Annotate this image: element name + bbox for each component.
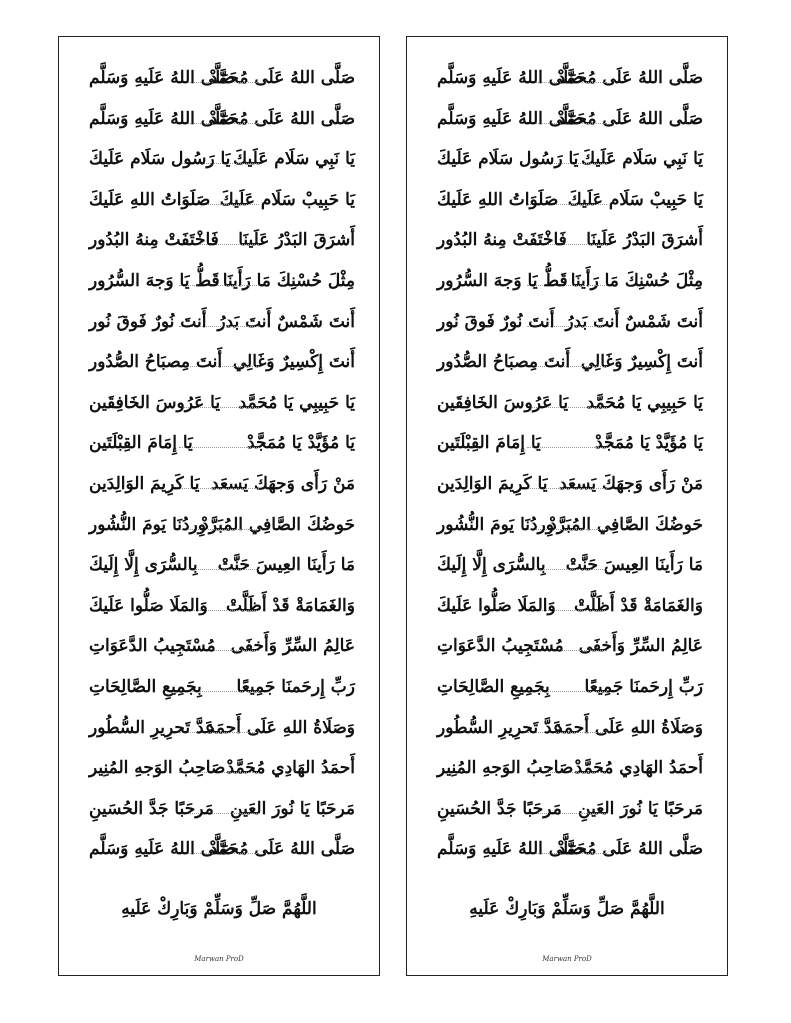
verse-line bbox=[407, 146, 727, 187]
verse-line bbox=[407, 268, 727, 309]
verse-second-half: مُسْتَجِيبُ الدَّعَوَاتِ bbox=[437, 636, 564, 657]
verse-second-half: يَا كَرِيمَ الوَالِدَين bbox=[437, 473, 548, 494]
verse-second-half: وِردُنَا يَومَ النُّشُور bbox=[89, 514, 206, 535]
verse-first-half: رَبِّ إِرحَمنَا جَمِيعًا bbox=[584, 676, 703, 697]
verse-line bbox=[59, 674, 379, 715]
verse-first-half: صَلَّى اللهُ عَلَى مُحَمَّدْ bbox=[557, 108, 703, 129]
verse-second-half: بِالسُّرَى إِلَّا إِلَيكَ bbox=[437, 555, 546, 576]
verse-second-half: صَلَّى اللهُ عَلَيهِ وَسَلَّم bbox=[437, 839, 584, 860]
verse-line bbox=[59, 471, 379, 512]
verse-second-half: يَا رَسُول سَلَام عَلَيكَ bbox=[89, 149, 231, 170]
verse-first-half: صَلَّى اللهُ عَلَى مُحَمَّدْ bbox=[209, 68, 355, 88]
verse-first-half: يَا حَبِيبْ سَلَام عَلَيكَ bbox=[567, 189, 703, 210]
verse-second-half: أَنتَ مِصبَاحُ الصُّدُور bbox=[437, 352, 571, 373]
verse-line bbox=[59, 796, 379, 837]
verse-first-half: أَنتَ إِكْسِيرٌ وَغَالِي bbox=[232, 352, 355, 373]
verse-second-half: قَطُّ يَا وَجهَ السُّرُور bbox=[437, 270, 568, 291]
verse-line bbox=[59, 430, 379, 471]
verse-first-half: رَبِّ إِرحَمنَا جَمِيعًا bbox=[236, 676, 355, 697]
verse-line bbox=[59, 512, 379, 553]
verse-line bbox=[407, 512, 727, 553]
verse-first-half: صَلَّى اللهُ عَلَى مُحَمَّدْ bbox=[209, 839, 355, 860]
verse-line bbox=[59, 349, 379, 390]
verse-line bbox=[59, 187, 379, 228]
signature: Marwan ProD bbox=[542, 955, 592, 963]
verse-first-half: أَشرَقَ البَدْرُ عَلَينَا bbox=[586, 230, 703, 251]
verse-line bbox=[59, 390, 379, 431]
verse-second-half: يَا كَرِيمَ الوَالِدَين bbox=[89, 473, 200, 494]
verse-second-half: قَطُّ يَا وَجهَ السُّرُور bbox=[89, 270, 220, 291]
verse-first-half: يَا حَبِيبِي يَا مُحَمَّد bbox=[238, 392, 355, 413]
verse-second-half: أَنتَ مِصبَاحُ الصُّدُور bbox=[89, 352, 223, 373]
verse-line bbox=[59, 552, 379, 593]
verse-second-half: يَا رَسُول سَلَام عَلَيكَ bbox=[437, 149, 579, 170]
verse-second-half: مَرحَبًا جَدَّ الحُسَينِ bbox=[437, 798, 562, 819]
verse-first-half: مَنْ رَأَى وَجهَكَ يَسعَد bbox=[559, 473, 703, 494]
verse-second-half: صَلَّى اللهُ عَلَيهِ وَسَلَّم bbox=[89, 108, 236, 129]
verse-first-half: يَا نَبِي سَلَام عَلَيكَ bbox=[233, 149, 355, 170]
verse-second-half: وَالمَلَا صَلُّوا عَلَيكَ bbox=[437, 595, 556, 616]
closing-prayer: اللَّهُمَّ صَلِّ وَسَلِّمْ وَبَارِكْ عَلَيهِ bbox=[121, 899, 317, 919]
verse-first-half: مَرحَبًا يَا نُورَ العَينِ bbox=[578, 798, 703, 819]
verse-first-half: أَنتَ شَمْسٌ أَنتَ بَدرُ bbox=[217, 311, 355, 332]
verse-line bbox=[59, 268, 379, 309]
verse-line bbox=[407, 755, 727, 796]
right-poem-panel bbox=[406, 36, 728, 976]
verse-line bbox=[407, 106, 727, 147]
verse-line bbox=[59, 65, 379, 106]
closing-prayer: اللَّهُمَّ صَلِّ وَسَلِّمْ وَبَارِكْ عَلَيهِ bbox=[469, 899, 665, 919]
verse-second-half: فَاخْتَفَتْ مِنهُ البُدُور bbox=[437, 230, 567, 251]
verse-second-half: يَا عَرُوسَ الخَافِقَين bbox=[437, 392, 569, 413]
verse-second-half: يَا عَرُوسَ الخَافِقَين bbox=[89, 392, 221, 413]
verse-first-half: وَصَلَاةُ اللهِ عَلَى أَحمَد bbox=[206, 717, 355, 738]
verse-line bbox=[59, 309, 379, 350]
verse-first-half: مَا رَأَينَا العِيسَ حَنَّتْ bbox=[217, 555, 355, 576]
verse-line bbox=[407, 65, 727, 106]
verse-first-half: مَرحَبًا يَا نُورَ العَينِ bbox=[230, 798, 355, 819]
verse-second-half: فَاخْتَفَتْ مِنهُ البُدُور bbox=[89, 230, 219, 251]
verse-second-half: يَا إِمَامَ القِبْلَتَين bbox=[89, 433, 193, 454]
verse-line bbox=[59, 227, 379, 268]
verse-second-half: صَلَوَاتُ اللهِ عَلَيكَ bbox=[89, 189, 211, 210]
verse-second-half: بِجَمِيعِ الصَّالِحَاتِ bbox=[89, 676, 202, 697]
verse-line bbox=[59, 633, 379, 674]
verse-second-half: مَرحَبًا جَدَّ الحُسَينِ bbox=[89, 798, 214, 819]
left-poem-panel bbox=[58, 36, 380, 976]
verse-first-half: يَا مُؤَيَّدْ يَا مُمَجَّدْ bbox=[595, 433, 703, 454]
verse-first-half: صَلَّى اللهُ عَلَى مُحَمَّدْ bbox=[557, 839, 703, 860]
verse-first-half: حَوضُكَ الصَّافِي المُبَرَّدْ bbox=[549, 514, 703, 535]
verse-second-half: صَلَّى اللهُ عَلَيهِ وَسَلَّم bbox=[437, 68, 584, 88]
verse-first-half: وَالغَمَامَةْ قَدْ أَظَلَّتْ bbox=[573, 595, 703, 616]
verse-second-half: صَاحِبُ الوَجهِ المُنِير bbox=[437, 758, 574, 779]
verse-first-half: عَالِمُ السِّرِّ وَأَخفَى bbox=[230, 636, 355, 657]
verse-first-half: يَا حَبِيبْ سَلَام عَلَيكَ bbox=[219, 189, 355, 210]
verse-first-half: مَنْ رَأَى وَجهَكَ يَسعَد bbox=[211, 473, 355, 494]
verse-first-half: صَلَّى اللهُ عَلَى مُحَمَّدْ bbox=[557, 68, 703, 88]
verse-line bbox=[407, 309, 727, 350]
verse-first-half: مِثْلَ حُسْنِكَ مَا رَأَينَا bbox=[570, 270, 703, 291]
verse-first-half: يَا نَبِي سَلَام عَلَيكَ bbox=[581, 149, 703, 170]
verse-second-half: بِجَمِيعِ الصَّالِحَاتِ bbox=[437, 676, 550, 697]
verse-second-half: أَنتَ نُورٌ فَوقَ نُور bbox=[437, 311, 555, 332]
verse-line bbox=[59, 106, 379, 147]
verse-line bbox=[59, 836, 379, 877]
verse-line bbox=[407, 796, 727, 837]
verse-first-half: وَالغَمَامَةْ قَدْ أَظَلَّتْ bbox=[225, 595, 355, 616]
verse-line bbox=[407, 674, 727, 715]
verse-line bbox=[407, 430, 727, 471]
verse-line bbox=[407, 836, 727, 877]
verse-first-half: مِثْلَ حُسْنِكَ مَا رَأَينَا bbox=[222, 270, 355, 291]
verse-second-half: وَالمَلَا صَلُّوا عَلَيكَ bbox=[89, 595, 208, 616]
verse-second-half: صَلَوَاتُ اللهِ عَلَيكَ bbox=[437, 189, 559, 210]
poem-lines bbox=[59, 65, 379, 877]
verse-second-half: صَلَّى اللهُ عَلَيهِ وَسَلَّم bbox=[437, 108, 584, 129]
verse-line bbox=[407, 349, 727, 390]
verse-second-half: عَدَّ تَحرِيرِ السُّطُور bbox=[89, 717, 216, 738]
verse-first-half: يَا مُؤَيَّدْ يَا مُمَجَّدْ bbox=[247, 433, 355, 454]
verse-first-half: أَشرَقَ البَدْرُ عَلَينَا bbox=[238, 230, 355, 251]
verse-line bbox=[407, 633, 727, 674]
verse-line bbox=[407, 187, 727, 228]
verse-line bbox=[407, 715, 727, 756]
verse-second-half: وِردُنَا يَومَ النُّشُور bbox=[437, 514, 554, 535]
verse-first-half: مَا رَأَينَا العِيسَ حَنَّتْ bbox=[565, 555, 703, 576]
verse-first-half: أَحمَدُ الهَادِي مُحَمَّدْ bbox=[574, 758, 703, 779]
verse-first-half: عَالِمُ السِّرِّ وَأَخفَى bbox=[578, 636, 703, 657]
verse-first-half: أَنتَ شَمْسٌ أَنتَ بَدرُ bbox=[565, 311, 703, 332]
verse-line bbox=[407, 471, 727, 512]
signature: Marwan ProD bbox=[194, 955, 244, 963]
verse-first-half: أَنتَ إِكْسِيرٌ وَغَالِي bbox=[580, 352, 703, 373]
verse-first-half: أَحمَدُ الهَادِي مُحَمَّدْ bbox=[226, 758, 355, 779]
verse-line bbox=[407, 593, 727, 634]
poem-lines bbox=[407, 65, 727, 877]
verse-second-half: أَنتَ نُورٌ فَوقَ نُور bbox=[89, 311, 207, 332]
verse-line bbox=[59, 715, 379, 756]
verse-second-half: صَلَّى اللهُ عَلَيهِ وَسَلَّم bbox=[89, 68, 236, 88]
verse-line bbox=[59, 146, 379, 187]
verse-line bbox=[407, 552, 727, 593]
verse-first-half: يَا حَبِيبِي يَا مُحَمَّد bbox=[586, 392, 703, 413]
verse-line bbox=[59, 755, 379, 796]
verse-second-half: يَا إِمَامَ القِبْلَتَين bbox=[437, 433, 541, 454]
verse-second-half: مُسْتَجِيبُ الدَّعَوَاتِ bbox=[89, 636, 216, 657]
verse-line bbox=[59, 593, 379, 634]
verse-line bbox=[407, 390, 727, 431]
verse-second-half: بِالسُّرَى إِلَّا إِلَيكَ bbox=[89, 555, 198, 576]
verse-first-half: وَصَلَاةُ اللهِ عَلَى أَحمَد bbox=[554, 717, 703, 738]
verse-line bbox=[407, 227, 727, 268]
verse-second-half: صَلَّى اللهُ عَلَيهِ وَسَلَّم bbox=[89, 839, 236, 860]
verse-second-half: صَاحِبُ الوَجهِ المُنِير bbox=[89, 758, 226, 779]
verse-first-half: صَلَّى اللهُ عَلَى مُحَمَّدْ bbox=[209, 108, 355, 129]
verse-first-half: حَوضُكَ الصَّافِي المُبَرَّدْ bbox=[201, 514, 355, 535]
verse-second-half: عَدَّ تَحرِيرِ السُّطُور bbox=[437, 717, 564, 738]
